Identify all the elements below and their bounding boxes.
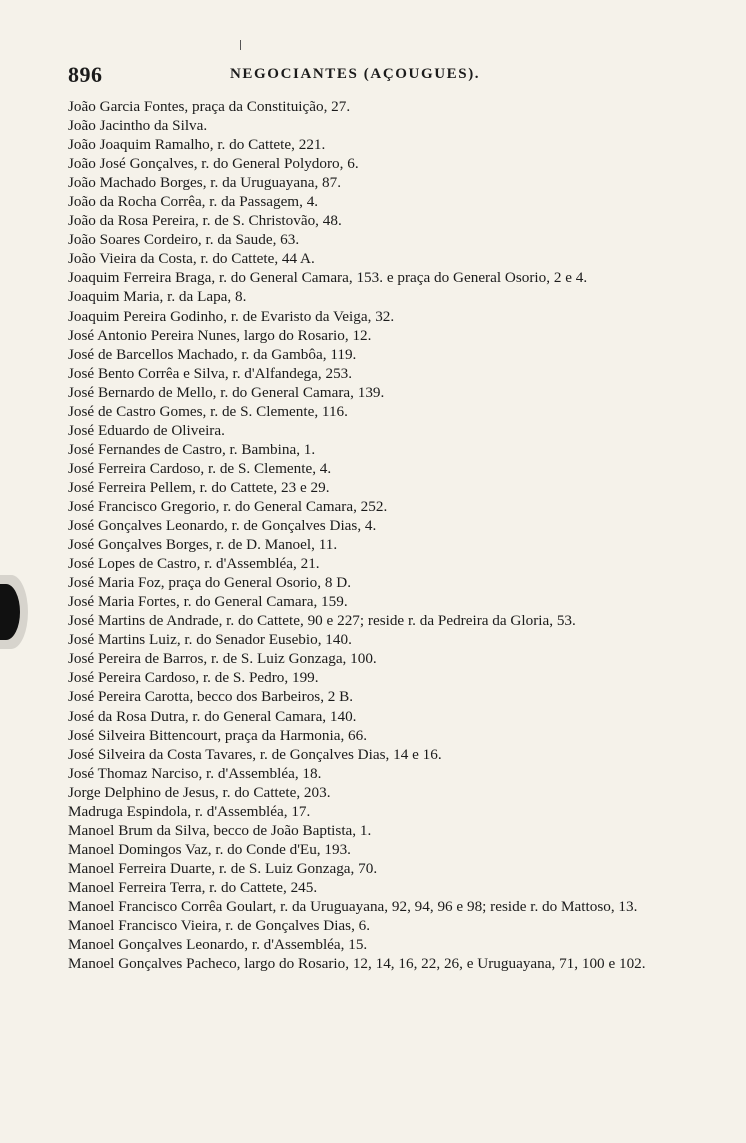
directory-entry: José Ferreira Pellem, r. do Cattete, 23 e 29. [68, 478, 330, 496]
directory-entry: Madruga Espindola, r. d'Assembléa, 17. [68, 802, 311, 820]
directory-entry: José Pereira Carotta, becco dos Barbeiros, 2 B. [68, 688, 354, 706]
directory-entry: José Bento Corrêa e Silva, r. d'Alfandega, 253. [68, 364, 353, 382]
directory-entry: João Vieira da Costa, r. do Cattete, 44 A. [68, 250, 315, 268]
print-mark [240, 40, 241, 50]
directory-entry: Manoel Ferreira Duarte, r. de S. Luiz Gonzaga, 70. [68, 859, 378, 877]
directory-entry: João Joaquim Ramalho, r. do Cattete, 221. [68, 136, 326, 154]
directory-entry: Manoel Francisco Vieira, r. de Gonçalves Dias, 6. [68, 917, 371, 935]
directory-entry: Joaquim Ferreira Braga, r. do General Camara, 153. e praça do General Osorio, 2 e 4. [68, 269, 588, 287]
directory-entry: José Francisco Gregorio, r. do General Camara, 252. [68, 497, 388, 515]
directory-entry: José Bernardo de Mello, r. do General Camara, 139. [68, 383, 385, 401]
directory-entry: Manoel Domingos Vaz, r. do Conde d'Eu, 193. [68, 840, 351, 858]
directory-entry: José Silveira da Costa Tavares, r. de Gonçalves Dias, 14 e 16. [68, 745, 442, 763]
directory-entry: Manoel Gonçalves Leonardo, r. d'Assembléa, 15. [68, 936, 368, 954]
directory-entry: José Pereira Cardoso, r. de S. Pedro, 199. [68, 669, 319, 687]
directory-entry: José Gonçalves Borges, r. de D. Manoel, 11. [68, 536, 338, 554]
directory-entry: José da Rosa Dutra, r. do General Camara, 140. [68, 707, 357, 725]
directory-entry: José Martins Luiz, r. do Senador Eusebio, 140. [68, 631, 352, 649]
directory-entry: José de Castro Gomes, r. de S. Clemente, 116. [68, 402, 348, 420]
directory-entry: José de Barcellos Machado, r. da Gambôa, 119. [68, 345, 357, 363]
directory-entry: José Martins de Andrade, r. do Cattete, 90 e 227; reside r. da Pedreira da Gloria, 53. [68, 612, 576, 630]
page-number: 896 [68, 62, 103, 87]
directory-entry: Manoel Ferreira Terra, r. do Cattete, 245. [68, 878, 318, 896]
directory-entry: João José Gonçalves, r. do General Polydoro, 6. [68, 155, 359, 173]
directory-entry: João Jacintho da Silva. [68, 117, 208, 135]
directory-entry: Joaquim Pereira Godinho, r. de Evaristo da Veiga, 32. [68, 307, 395, 325]
directory-entry: Manoel Brum da Silva, becco de João Baptista, 1. [68, 821, 372, 839]
directory-entry: José Ferreira Cardoso, r. de S. Clemente, 4. [68, 459, 332, 477]
directory-entry: João Machado Borges, r. da Uruguayana, 87. [68, 174, 342, 192]
directory-entry: João da Rocha Corrêa, r. da Passagem, 4. [68, 193, 319, 211]
directory-list [68, 97, 704, 973]
directory-entry: Manoel Francisco Corrêa Goulart, r. da Uruguayana, 92, 94, 96 e 98; reside r. do Mattoso, 13. [68, 897, 638, 915]
directory-entry: João Garcia Fontes, praça da Constituição, 27. [68, 98, 351, 115]
directory-entry: José Maria Fortes, r. do General Camara, 159. [68, 593, 348, 611]
directory-entry: João da Rosa Pereira, r. de S. Christovão, 48. [68, 212, 342, 230]
directory-entry: José Antonio Pereira Nunes, largo do Rosario, 12. [68, 326, 372, 344]
directory-entry: José Silveira Bittencourt, praça da Harmonia, 66. [68, 726, 368, 744]
page-header [68, 62, 548, 86]
directory-entry: José Gonçalves Leonardo, r. de Gonçalves Dias, 4. [68, 517, 377, 535]
running-title: NEGOCIANTES (AÇOUGUES). [230, 66, 481, 82]
directory-entry: Manoel Gonçalves Pacheco, largo do Rosario, 12, 14, 16, 22, 26, e Uruguayana, 71, 100 e 102. [68, 955, 646, 973]
directory-entry: José Eduardo de Oliveira. [68, 421, 225, 439]
directory-entry: José Maria Foz, praça do General Osorio, 8 D. [68, 574, 351, 592]
directory-entry: João Soares Cordeiro, r. da Saude, 63. [68, 231, 300, 249]
directory-entry: Jorge Delphino de Jesus, r. do Cattete, 203. [68, 783, 331, 801]
directory-entry: José Pereira de Barros, r. de S. Luiz Gonzaga, 100. [68, 650, 377, 668]
directory-entry: José Thomaz Narciso, r. d'Assembléa, 18. [68, 764, 322, 782]
directory-entry: José Fernandes de Castro, r. Bambina, 1. [68, 440, 316, 458]
directory-entry: Joaquim Maria, r. da Lapa, 8. [68, 288, 247, 306]
directory-entry: José Lopes de Castro, r. d'Assembléa, 21. [68, 555, 320, 573]
